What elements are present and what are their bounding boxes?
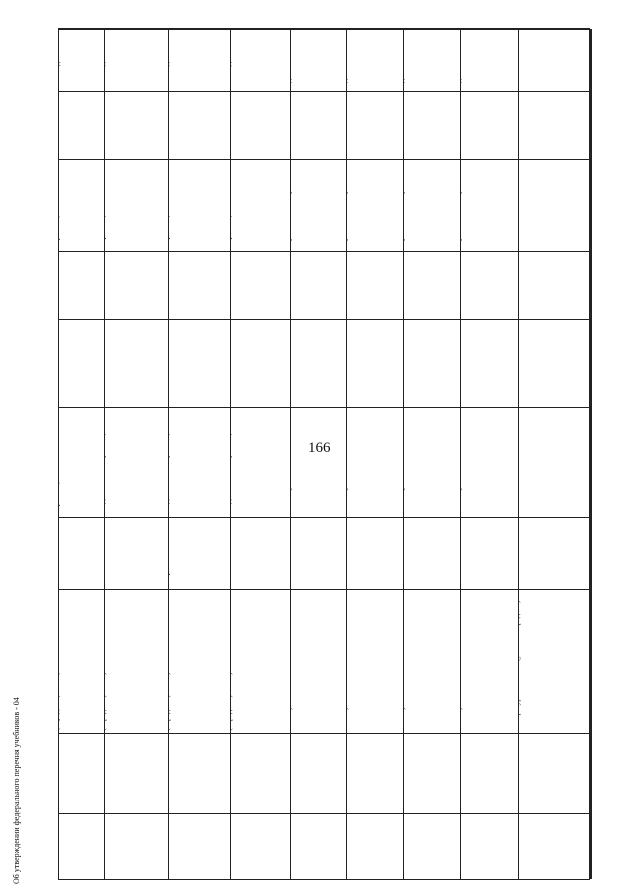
cell-order bbox=[59, 91, 104, 159]
cell-text bbox=[231, 519, 233, 587]
cell-authors bbox=[404, 517, 460, 589]
cell-text bbox=[105, 31, 107, 89]
cell-publisher bbox=[347, 159, 403, 251]
cell-num bbox=[519, 813, 590, 881]
cell-class bbox=[105, 251, 168, 319]
cell-publisher-short bbox=[291, 407, 346, 517]
cell-publisher bbox=[404, 159, 460, 251]
cell-class bbox=[291, 251, 346, 319]
cell-text bbox=[347, 409, 349, 515]
cell-text bbox=[291, 31, 293, 89]
cell-text bbox=[105, 519, 107, 587]
cell-level bbox=[404, 319, 460, 407]
cell-authors bbox=[461, 517, 518, 589]
cell-num bbox=[461, 813, 518, 881]
cell-order bbox=[231, 91, 290, 159]
cell-text bbox=[59, 93, 61, 157]
cell-text bbox=[105, 161, 107, 249]
cell-text bbox=[169, 735, 171, 811]
cell-title bbox=[59, 589, 104, 733]
cell-authors bbox=[347, 517, 403, 589]
cell-order bbox=[291, 91, 346, 159]
cell-text bbox=[404, 93, 406, 157]
cell-publisher bbox=[519, 159, 590, 251]
cell-text bbox=[59, 735, 61, 811]
cell-order bbox=[347, 91, 403, 159]
cell-text bbox=[461, 161, 463, 249]
cell-publisher-short bbox=[347, 407, 403, 517]
cell-text bbox=[404, 31, 406, 89]
cell-deadline bbox=[404, 29, 460, 91]
cell-authors bbox=[59, 517, 104, 589]
cell-title bbox=[231, 589, 290, 733]
cell-text bbox=[59, 409, 61, 515]
cell-level bbox=[105, 319, 168, 407]
cell-text bbox=[231, 253, 233, 317]
cell-class bbox=[519, 251, 590, 319]
cell-text bbox=[59, 591, 61, 731]
cell-text bbox=[461, 31, 463, 89]
cell-code bbox=[59, 733, 104, 813]
table-row bbox=[404, 29, 461, 879]
cell-text bbox=[461, 519, 463, 587]
cell-class bbox=[169, 251, 230, 319]
cell-publisher bbox=[291, 159, 346, 251]
cell-text bbox=[461, 735, 463, 811]
cell-text bbox=[169, 409, 171, 515]
cell-text bbox=[347, 253, 349, 317]
cell-title bbox=[291, 589, 346, 733]
cell-text bbox=[231, 161, 233, 249]
cell-class bbox=[347, 251, 403, 319]
cell-title bbox=[519, 589, 590, 733]
cell-deadline bbox=[461, 29, 518, 91]
cell-deadline bbox=[105, 29, 168, 91]
cell-class bbox=[461, 251, 518, 319]
cell-title bbox=[404, 589, 460, 733]
cell-publisher bbox=[105, 159, 168, 251]
footer-text: Об утверждении федерального перечня учебников - 04 bbox=[12, 697, 21, 884]
cell-text bbox=[461, 591, 463, 731]
cell-num bbox=[59, 813, 104, 881]
cell-text bbox=[291, 591, 293, 731]
cell-order bbox=[169, 91, 230, 159]
cell-authors bbox=[519, 517, 590, 589]
cell-text bbox=[59, 161, 61, 249]
cell-text bbox=[169, 591, 171, 731]
cell-text bbox=[347, 591, 349, 731]
cell-publisher-short bbox=[105, 407, 168, 517]
cell-num bbox=[169, 813, 230, 881]
table-row bbox=[291, 29, 347, 879]
cell-text bbox=[105, 815, 107, 879]
cell-num bbox=[347, 813, 403, 881]
cell-class bbox=[404, 251, 460, 319]
cell-text bbox=[347, 31, 349, 89]
cell-text bbox=[461, 815, 463, 879]
cell-text bbox=[291, 735, 293, 811]
cell-publisher-short bbox=[461, 407, 518, 517]
cell-publisher bbox=[169, 159, 230, 251]
cell-publisher bbox=[231, 159, 290, 251]
cell-code bbox=[291, 733, 346, 813]
cell-num bbox=[105, 813, 168, 881]
cell-text bbox=[169, 253, 171, 317]
cell-code bbox=[231, 733, 290, 813]
cell-text bbox=[105, 253, 107, 317]
cell-authors bbox=[231, 517, 290, 589]
cell-text bbox=[105, 591, 107, 731]
cell-text bbox=[291, 93, 293, 157]
cell-text bbox=[347, 815, 349, 879]
table-row bbox=[59, 29, 105, 879]
cell-text bbox=[105, 409, 107, 515]
cell-deadline bbox=[59, 29, 104, 91]
cell-text bbox=[347, 519, 349, 587]
cell-order bbox=[519, 91, 590, 159]
cell-num bbox=[231, 813, 290, 881]
cell-text bbox=[404, 815, 406, 879]
cell-level bbox=[461, 319, 518, 407]
cell-text bbox=[404, 519, 406, 587]
cell-publisher bbox=[461, 159, 518, 251]
cell-code bbox=[461, 733, 518, 813]
cell-level bbox=[519, 319, 590, 407]
cell-text bbox=[231, 31, 233, 89]
cell-text bbox=[169, 93, 171, 157]
cell-text bbox=[347, 93, 349, 157]
cell-text bbox=[291, 161, 293, 249]
cell-text bbox=[231, 815, 233, 879]
cell-text bbox=[169, 519, 171, 587]
table-row bbox=[347, 29, 404, 879]
cell-text bbox=[291, 253, 293, 317]
table-row bbox=[169, 29, 231, 879]
cell-text bbox=[291, 815, 293, 879]
cell-num bbox=[291, 813, 346, 881]
cell-deadline bbox=[519, 29, 590, 91]
cell-deadline bbox=[347, 29, 403, 91]
cell-text bbox=[519, 815, 521, 879]
cell-title bbox=[105, 589, 168, 733]
cell-text bbox=[291, 409, 293, 515]
cell-publisher-short bbox=[59, 407, 104, 517]
table-row bbox=[591, 29, 592, 879]
cell-text bbox=[231, 591, 233, 731]
cell-text bbox=[404, 591, 406, 731]
cell-title bbox=[461, 589, 518, 733]
cell-text bbox=[519, 591, 521, 731]
cell-authors bbox=[105, 517, 168, 589]
cell-class bbox=[59, 251, 104, 319]
table-row bbox=[461, 29, 519, 879]
cell-text bbox=[231, 409, 233, 515]
cell-text bbox=[59, 519, 61, 587]
cell-order bbox=[105, 91, 168, 159]
cell-level bbox=[291, 319, 346, 407]
cell-text bbox=[347, 161, 349, 249]
cell-text bbox=[291, 519, 293, 587]
cell-text bbox=[59, 31, 61, 89]
cell-text bbox=[105, 735, 107, 811]
cell-title bbox=[347, 589, 403, 733]
cell-text bbox=[231, 93, 233, 157]
cell-text bbox=[169, 815, 171, 879]
cell-authors bbox=[169, 517, 230, 589]
cell-level bbox=[169, 319, 230, 407]
cell-order bbox=[404, 91, 460, 159]
cell-deadline bbox=[169, 29, 230, 91]
cell-class bbox=[231, 251, 290, 319]
cell-text bbox=[461, 93, 463, 157]
cell-deadline bbox=[231, 29, 290, 91]
cell-publisher-short bbox=[519, 407, 590, 517]
cell-num bbox=[404, 813, 460, 881]
cell-title bbox=[169, 589, 230, 733]
cell-text bbox=[169, 31, 171, 89]
cell-code bbox=[105, 733, 168, 813]
cell-text bbox=[461, 409, 463, 515]
cell-publisher-short bbox=[169, 407, 230, 517]
cell-text bbox=[169, 161, 171, 249]
table-row bbox=[105, 29, 169, 879]
cell-code bbox=[169, 733, 230, 813]
cell-text bbox=[231, 735, 233, 811]
cell-text bbox=[404, 161, 406, 249]
cell-deadline bbox=[291, 29, 346, 91]
cell-code bbox=[347, 733, 403, 813]
table-row bbox=[519, 29, 591, 879]
cell-text bbox=[347, 735, 349, 811]
cell-publisher-short bbox=[404, 407, 460, 517]
page-number: 166 bbox=[308, 440, 331, 456]
cell-level bbox=[231, 319, 290, 407]
cell-authors bbox=[291, 517, 346, 589]
cell-text bbox=[404, 409, 406, 515]
cell-code bbox=[404, 733, 460, 813]
cell-text bbox=[404, 253, 406, 317]
cell-level bbox=[59, 319, 104, 407]
cell-text bbox=[404, 735, 406, 811]
textbook-table bbox=[58, 28, 590, 880]
cell-text bbox=[519, 735, 521, 811]
cell-order bbox=[461, 91, 518, 159]
cell-text bbox=[461, 253, 463, 317]
cell-code bbox=[519, 733, 590, 813]
cell-publisher bbox=[59, 159, 104, 251]
cell-publisher-short bbox=[231, 407, 290, 517]
table-row bbox=[231, 29, 291, 879]
cell-level bbox=[347, 319, 403, 407]
cell-text bbox=[105, 93, 107, 157]
